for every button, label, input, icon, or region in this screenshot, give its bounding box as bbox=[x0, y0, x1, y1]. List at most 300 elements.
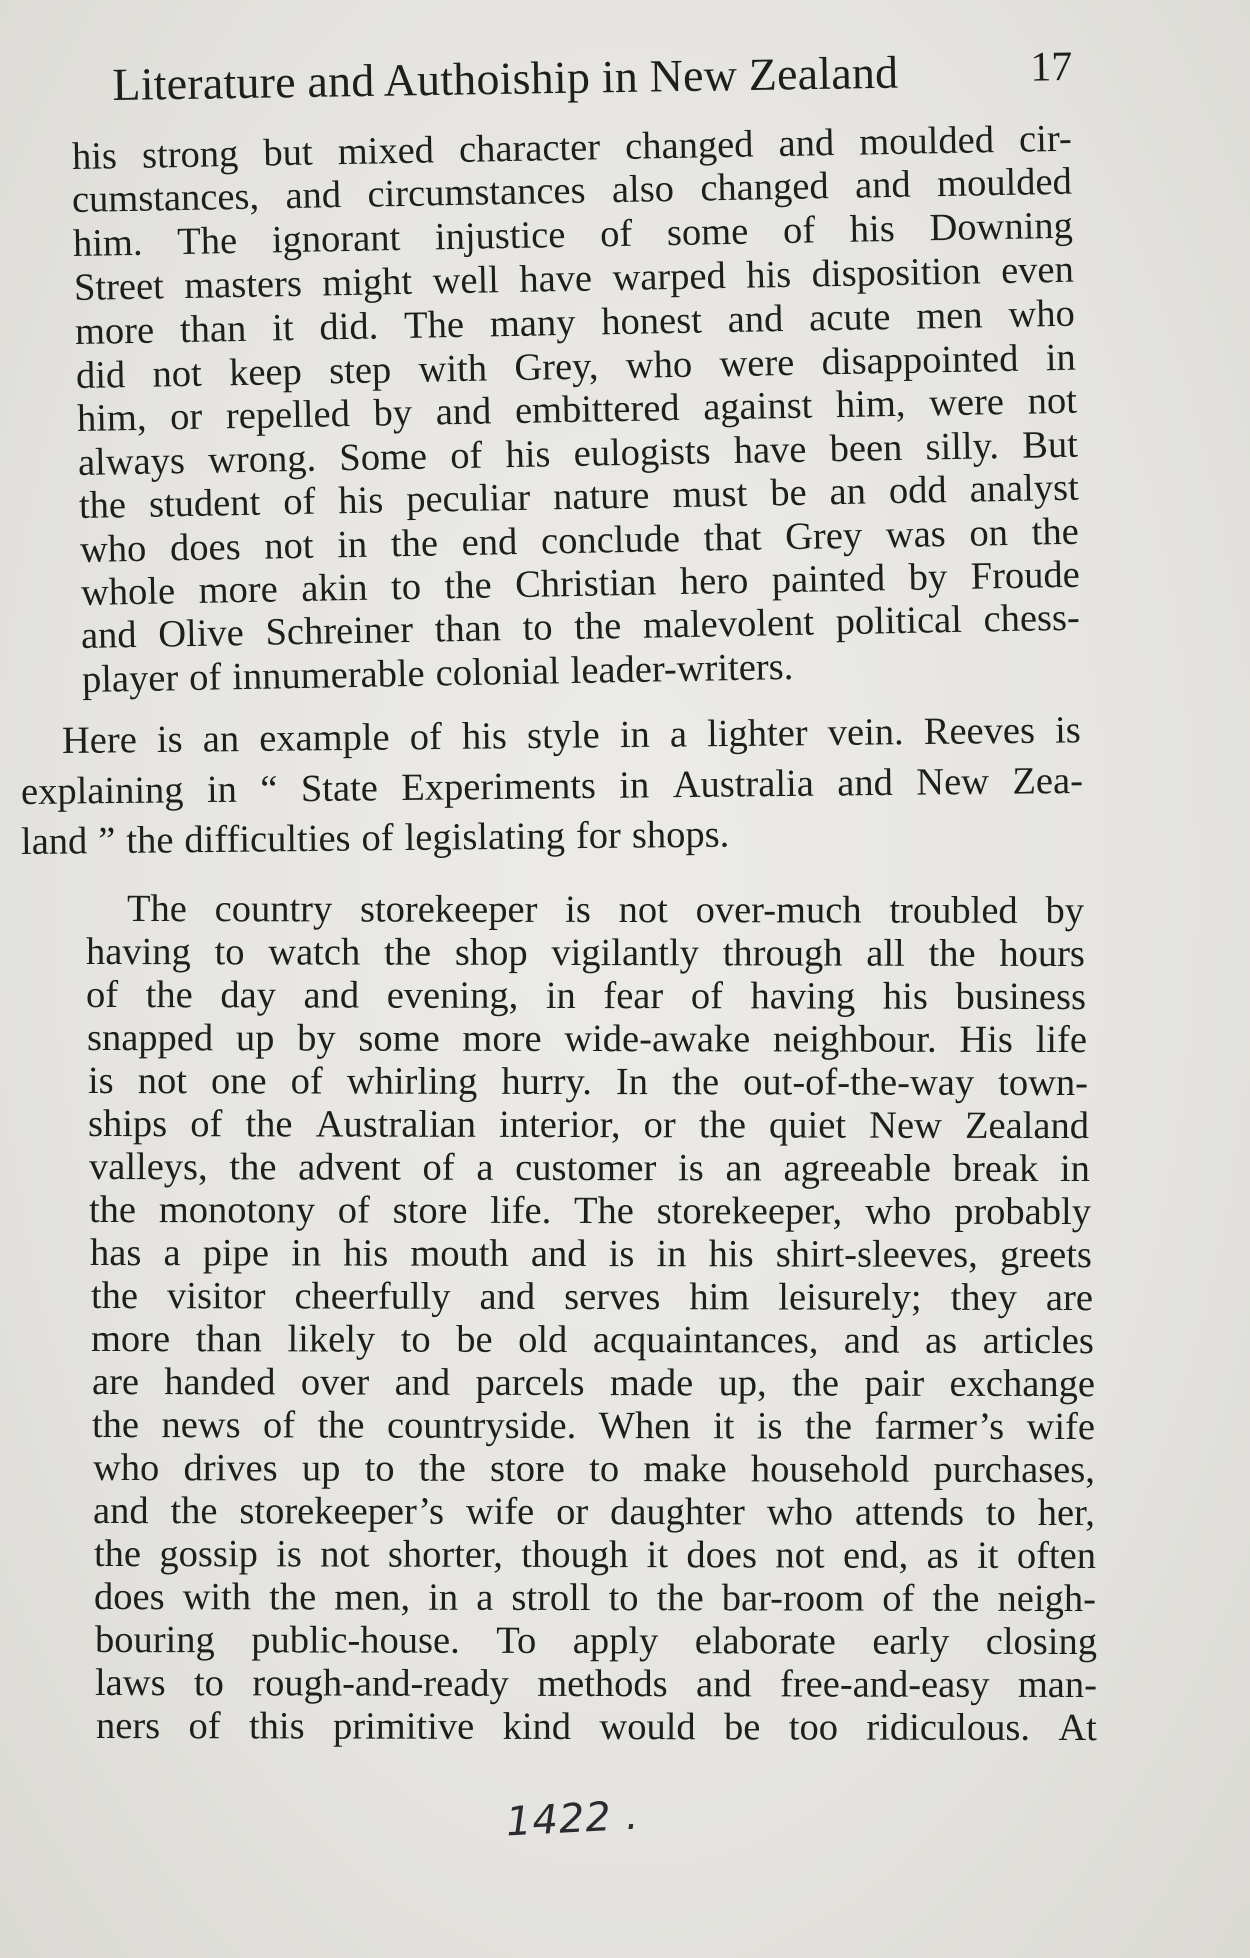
word: on bbox=[969, 511, 1009, 555]
word: But bbox=[1021, 423, 1079, 467]
word: vigilantly bbox=[551, 931, 699, 975]
word: an bbox=[725, 1147, 762, 1190]
word: is bbox=[565, 888, 591, 931]
word: the bbox=[126, 819, 174, 862]
word: apply bbox=[572, 1620, 659, 1663]
word: keep bbox=[228, 350, 303, 395]
word: silly. bbox=[925, 425, 1000, 469]
word: not bbox=[320, 1533, 370, 1576]
word: his bbox=[71, 135, 118, 178]
word: agreeable bbox=[783, 1147, 932, 1190]
word: the bbox=[672, 1061, 720, 1104]
handwritten-note: 1422 . bbox=[504, 1792, 641, 1846]
word: and bbox=[479, 1275, 536, 1318]
word: life bbox=[1035, 1018, 1087, 1062]
word: one bbox=[210, 1060, 267, 1103]
word: cheerfully bbox=[294, 1275, 451, 1318]
word: who bbox=[625, 343, 693, 387]
word: valleys, bbox=[88, 1146, 208, 1189]
word: must bbox=[671, 472, 748, 517]
word: State bbox=[300, 767, 379, 811]
word: against bbox=[702, 384, 813, 429]
word: who bbox=[766, 1491, 834, 1534]
word: by bbox=[908, 556, 948, 599]
word: him, bbox=[835, 382, 906, 427]
word: style bbox=[526, 714, 600, 758]
word: as bbox=[925, 1319, 958, 1362]
word: be bbox=[724, 1706, 761, 1749]
text-line bbox=[91, 1274, 1093, 1320]
word: by bbox=[373, 391, 413, 435]
word: odd bbox=[888, 469, 948, 513]
word: wife bbox=[465, 1490, 535, 1533]
word: and bbox=[696, 1663, 752, 1706]
word: legislating bbox=[404, 815, 566, 859]
word: countryside. bbox=[386, 1404, 577, 1448]
word: The bbox=[176, 219, 238, 264]
word: pipe bbox=[202, 1232, 270, 1275]
word: parcels bbox=[475, 1361, 585, 1405]
word: in bbox=[1045, 336, 1077, 380]
word: and bbox=[394, 1361, 451, 1404]
word: shop bbox=[454, 931, 528, 974]
word: and bbox=[854, 163, 912, 207]
word: in bbox=[291, 1232, 322, 1275]
word: painted bbox=[771, 557, 886, 602]
word: peculiar bbox=[405, 476, 531, 521]
word: not bbox=[618, 889, 668, 932]
word: free-and-easy bbox=[779, 1663, 990, 1706]
word: up bbox=[235, 1017, 275, 1060]
word: the bbox=[418, 1447, 466, 1490]
word: store bbox=[490, 1447, 565, 1490]
word: of bbox=[409, 716, 443, 759]
text-line bbox=[94, 1575, 1096, 1621]
word: When bbox=[598, 1405, 691, 1448]
word: is bbox=[608, 1233, 635, 1276]
word: than bbox=[179, 307, 247, 352]
word: of bbox=[782, 209, 816, 252]
word: having bbox=[85, 931, 191, 974]
word: New bbox=[916, 760, 990, 804]
word: attends bbox=[854, 1491, 965, 1534]
word: neigh- bbox=[997, 1577, 1096, 1621]
word: have bbox=[733, 428, 807, 472]
word: his bbox=[337, 479, 384, 523]
word: in bbox=[619, 764, 650, 807]
word: wife bbox=[1026, 1405, 1096, 1449]
word: not bbox=[1027, 379, 1078, 423]
word: a bbox=[476, 1576, 494, 1619]
word: example bbox=[258, 716, 390, 760]
word: analyst bbox=[969, 466, 1080, 511]
word: akin bbox=[300, 566, 368, 610]
text-line bbox=[95, 1618, 1097, 1664]
word: not bbox=[775, 1534, 825, 1577]
word: embittered bbox=[514, 386, 680, 432]
word: In bbox=[615, 1061, 649, 1104]
word: of bbox=[449, 434, 483, 478]
word: with bbox=[182, 1576, 252, 1619]
word: handed bbox=[164, 1361, 276, 1404]
word: changed bbox=[699, 165, 830, 210]
word: her, bbox=[1037, 1491, 1096, 1535]
word: stroll bbox=[511, 1576, 591, 1620]
word: mouth bbox=[410, 1232, 509, 1275]
word: daughter bbox=[610, 1491, 745, 1534]
word: would bbox=[599, 1706, 696, 1749]
word: or bbox=[643, 1104, 676, 1147]
word: of bbox=[262, 1404, 296, 1447]
word: of bbox=[599, 212, 633, 256]
word: him, bbox=[76, 396, 147, 440]
word: and bbox=[303, 974, 360, 1017]
word: in bbox=[656, 1233, 687, 1276]
word: Reeves bbox=[923, 709, 1036, 753]
text-line bbox=[87, 1016, 1087, 1062]
word: laws bbox=[94, 1662, 166, 1705]
word: methods bbox=[537, 1662, 668, 1706]
word: Olive bbox=[157, 612, 245, 656]
word: cir- bbox=[1018, 117, 1073, 161]
word: closing bbox=[985, 1620, 1098, 1664]
word: pair bbox=[864, 1362, 925, 1405]
word: than bbox=[195, 1318, 262, 1361]
word: Grey bbox=[784, 514, 863, 559]
word: over-much bbox=[695, 889, 862, 932]
word: Froude bbox=[970, 553, 1081, 598]
word: too bbox=[788, 1706, 839, 1749]
word: his bbox=[343, 1232, 389, 1275]
word: honest bbox=[600, 299, 703, 344]
word: does bbox=[686, 1534, 758, 1577]
word: always bbox=[77, 440, 186, 484]
word: of bbox=[690, 975, 723, 1018]
word: troubled bbox=[889, 889, 1018, 932]
word: monotony bbox=[158, 1189, 316, 1232]
word: the bbox=[932, 1577, 980, 1620]
word: colonial bbox=[435, 650, 561, 695]
word: been bbox=[829, 426, 903, 471]
word: drives bbox=[183, 1447, 278, 1490]
word: his bbox=[849, 207, 896, 251]
word: snapped bbox=[86, 1017, 214, 1060]
word: storekeeper bbox=[359, 888, 538, 931]
word: acute bbox=[808, 296, 891, 340]
word: quiet bbox=[769, 1104, 847, 1147]
word: to bbox=[400, 1318, 431, 1361]
text-line bbox=[88, 1059, 1088, 1105]
word: Schreiner bbox=[265, 608, 414, 654]
word: disappointed bbox=[821, 337, 1019, 384]
word: The bbox=[574, 1190, 634, 1233]
word: over bbox=[300, 1361, 370, 1404]
word: shirt-sleeves, bbox=[775, 1233, 978, 1276]
word: end bbox=[461, 520, 518, 565]
word: by bbox=[297, 1017, 336, 1060]
word: the bbox=[245, 1103, 293, 1146]
word: Street bbox=[73, 265, 165, 309]
word: the bbox=[93, 1533, 142, 1576]
word: circumstances bbox=[367, 169, 586, 216]
text-line bbox=[96, 1704, 1097, 1750]
word: the bbox=[804, 1405, 853, 1448]
word: to bbox=[364, 1447, 395, 1490]
word: bar-room bbox=[721, 1577, 865, 1620]
word: elaborate bbox=[694, 1620, 836, 1663]
word: make bbox=[643, 1448, 727, 1491]
word: or bbox=[556, 1490, 589, 1534]
word: in bbox=[428, 1576, 459, 1619]
text-line bbox=[127, 887, 1084, 933]
text-line bbox=[92, 1403, 1095, 1449]
word: not bbox=[137, 1060, 187, 1103]
word: are bbox=[91, 1361, 140, 1404]
text-line bbox=[93, 1489, 1095, 1535]
word: some bbox=[666, 210, 749, 255]
word: Some bbox=[338, 435, 428, 480]
word: The bbox=[126, 888, 187, 931]
word: is bbox=[1054, 709, 1082, 752]
word: end, bbox=[842, 1534, 909, 1577]
word: a bbox=[669, 713, 688, 756]
word: public-house. bbox=[251, 1619, 460, 1662]
word: chess- bbox=[983, 596, 1081, 641]
word: who bbox=[864, 1190, 932, 1233]
word: his bbox=[461, 715, 508, 758]
word: rough-and-ready bbox=[252, 1662, 509, 1705]
word: mixed bbox=[337, 129, 435, 174]
word: old bbox=[518, 1318, 568, 1361]
word: moulded bbox=[936, 160, 1073, 206]
word: vein. bbox=[827, 711, 904, 754]
word: was bbox=[885, 513, 947, 557]
word: is bbox=[276, 1533, 302, 1576]
word: kind bbox=[502, 1705, 572, 1748]
word: difficulties bbox=[184, 817, 351, 862]
word: evening, bbox=[386, 974, 519, 1017]
word: political bbox=[835, 598, 963, 644]
word: customer bbox=[515, 1146, 657, 1190]
word: as bbox=[926, 1534, 959, 1577]
word: articles bbox=[982, 1319, 1094, 1363]
word: ” bbox=[98, 820, 116, 863]
word: hero bbox=[679, 559, 749, 604]
word: to bbox=[608, 1577, 639, 1620]
word: household bbox=[750, 1448, 910, 1491]
word: malevolent bbox=[642, 601, 815, 647]
word: of bbox=[85, 974, 119, 1017]
word: primitive bbox=[333, 1705, 475, 1748]
word: it bbox=[646, 1534, 669, 1577]
word: lighter bbox=[706, 712, 808, 756]
word: made bbox=[609, 1362, 694, 1405]
word: in bbox=[1059, 1148, 1090, 1191]
word: hurry. bbox=[501, 1060, 592, 1104]
word: to bbox=[985, 1491, 1016, 1534]
text-line bbox=[90, 1231, 1092, 1277]
word: it bbox=[712, 1405, 735, 1448]
word: injustice bbox=[434, 213, 566, 259]
word: Australian bbox=[315, 1103, 477, 1146]
word: New bbox=[869, 1104, 942, 1147]
word: well bbox=[432, 259, 500, 303]
word: shorter, bbox=[387, 1533, 503, 1576]
word: in bbox=[336, 523, 368, 567]
word: bouring bbox=[94, 1619, 215, 1662]
word: the bbox=[170, 1490, 218, 1533]
word: early bbox=[872, 1620, 950, 1663]
word: probably bbox=[954, 1190, 1092, 1234]
word: innumerable bbox=[231, 652, 426, 699]
word: to bbox=[390, 565, 422, 609]
text-line bbox=[93, 1446, 1095, 1492]
word: the bbox=[383, 931, 432, 974]
word: of bbox=[422, 1146, 455, 1189]
word: Here bbox=[61, 719, 138, 762]
word: character bbox=[458, 126, 601, 171]
word: him. bbox=[72, 221, 143, 265]
word: At bbox=[1058, 1707, 1097, 1750]
word: visitor bbox=[167, 1275, 266, 1318]
word: has bbox=[89, 1232, 142, 1275]
word: have bbox=[518, 257, 593, 301]
word: more bbox=[90, 1318, 171, 1361]
word: the bbox=[573, 605, 622, 648]
word: though bbox=[521, 1533, 629, 1577]
word: the bbox=[444, 564, 493, 608]
word: whole bbox=[80, 570, 176, 614]
word: break bbox=[952, 1147, 1039, 1190]
word: ners bbox=[95, 1705, 161, 1748]
text-line bbox=[89, 1145, 1090, 1191]
word: are bbox=[1045, 1277, 1093, 1320]
word: the bbox=[91, 1404, 140, 1447]
text-line bbox=[86, 930, 1085, 976]
text-line bbox=[21, 809, 1083, 864]
word: gossip bbox=[159, 1533, 258, 1576]
word: shops. bbox=[631, 813, 730, 857]
word: the bbox=[390, 522, 439, 566]
word: farmer’s bbox=[874, 1405, 1005, 1448]
word: “ bbox=[260, 768, 278, 811]
word: more bbox=[74, 309, 155, 353]
word: up bbox=[301, 1447, 341, 1490]
word: neighbour. bbox=[773, 1018, 937, 1061]
word: it bbox=[271, 306, 294, 350]
word: interior, bbox=[499, 1103, 621, 1147]
word: day bbox=[220, 974, 276, 1017]
word: his bbox=[708, 1233, 754, 1276]
word: news bbox=[161, 1404, 241, 1447]
word: men, bbox=[334, 1576, 411, 1619]
text-line bbox=[95, 1661, 1097, 1707]
word: is bbox=[156, 718, 183, 762]
word: and bbox=[837, 761, 894, 805]
word: of bbox=[290, 1060, 323, 1103]
text-line bbox=[89, 1188, 1091, 1234]
word: the bbox=[269, 1576, 317, 1619]
word: eulogists bbox=[573, 430, 711, 475]
word: all bbox=[866, 932, 905, 975]
page-header bbox=[112, 43, 1073, 118]
word: with bbox=[418, 347, 488, 391]
word: who bbox=[1008, 292, 1076, 336]
word: fear bbox=[603, 975, 664, 1018]
word: for bbox=[575, 814, 622, 858]
word: Downing bbox=[929, 204, 1074, 250]
word: to bbox=[214, 931, 245, 974]
word: and bbox=[778, 122, 835, 166]
word: some bbox=[358, 1017, 440, 1060]
word: To bbox=[496, 1619, 537, 1662]
word: storekeeper’s bbox=[239, 1490, 444, 1533]
word: did. bbox=[319, 305, 379, 349]
word: store bbox=[392, 1189, 468, 1232]
page-number: 17 bbox=[1029, 43, 1073, 91]
word: business bbox=[955, 975, 1087, 1019]
word: were bbox=[928, 381, 1005, 425]
word: Experiments bbox=[401, 764, 597, 810]
word: of bbox=[361, 817, 394, 860]
word: advent bbox=[298, 1146, 401, 1189]
word: disposition bbox=[811, 250, 982, 296]
word: is bbox=[678, 1147, 704, 1190]
word: to bbox=[193, 1662, 224, 1705]
word: likely bbox=[287, 1318, 376, 1361]
word: the bbox=[1031, 510, 1080, 554]
word: in bbox=[206, 768, 238, 812]
word: to bbox=[589, 1448, 620, 1491]
word: Australia bbox=[672, 762, 815, 807]
word: than bbox=[434, 607, 502, 651]
word: a bbox=[476, 1146, 494, 1189]
text-line bbox=[92, 1360, 1095, 1406]
word: of bbox=[190, 1103, 223, 1146]
word: Grey, bbox=[513, 345, 599, 389]
word: ridiculous. bbox=[866, 1706, 1031, 1749]
word: often bbox=[1016, 1534, 1097, 1578]
word: even bbox=[1000, 248, 1075, 293]
word: leisurely; bbox=[778, 1276, 922, 1319]
word: is bbox=[87, 1060, 114, 1103]
word: and bbox=[843, 1319, 900, 1362]
word: and bbox=[530, 1232, 587, 1276]
word: or bbox=[169, 395, 203, 439]
word: might bbox=[321, 260, 413, 305]
word: of bbox=[282, 480, 316, 524]
word: does bbox=[169, 526, 241, 570]
running-title: Literature and Authoiship in New Zealand bbox=[112, 46, 899, 110]
word: Zea- bbox=[1012, 759, 1084, 803]
word: the bbox=[88, 1189, 137, 1232]
word: acquaintances, bbox=[592, 1319, 819, 1362]
word: does bbox=[93, 1576, 165, 1619]
word: that bbox=[703, 516, 762, 560]
word: also bbox=[611, 167, 675, 212]
text-line bbox=[62, 708, 1081, 763]
word: him bbox=[689, 1276, 750, 1319]
word: the bbox=[791, 1362, 840, 1405]
word: more bbox=[462, 1017, 542, 1060]
word: up, bbox=[718, 1362, 767, 1405]
word: not bbox=[152, 352, 203, 396]
word: of bbox=[188, 656, 222, 700]
word: the bbox=[145, 974, 193, 1017]
word: not bbox=[263, 524, 314, 568]
word: they bbox=[950, 1276, 1017, 1319]
word: be bbox=[456, 1318, 493, 1361]
